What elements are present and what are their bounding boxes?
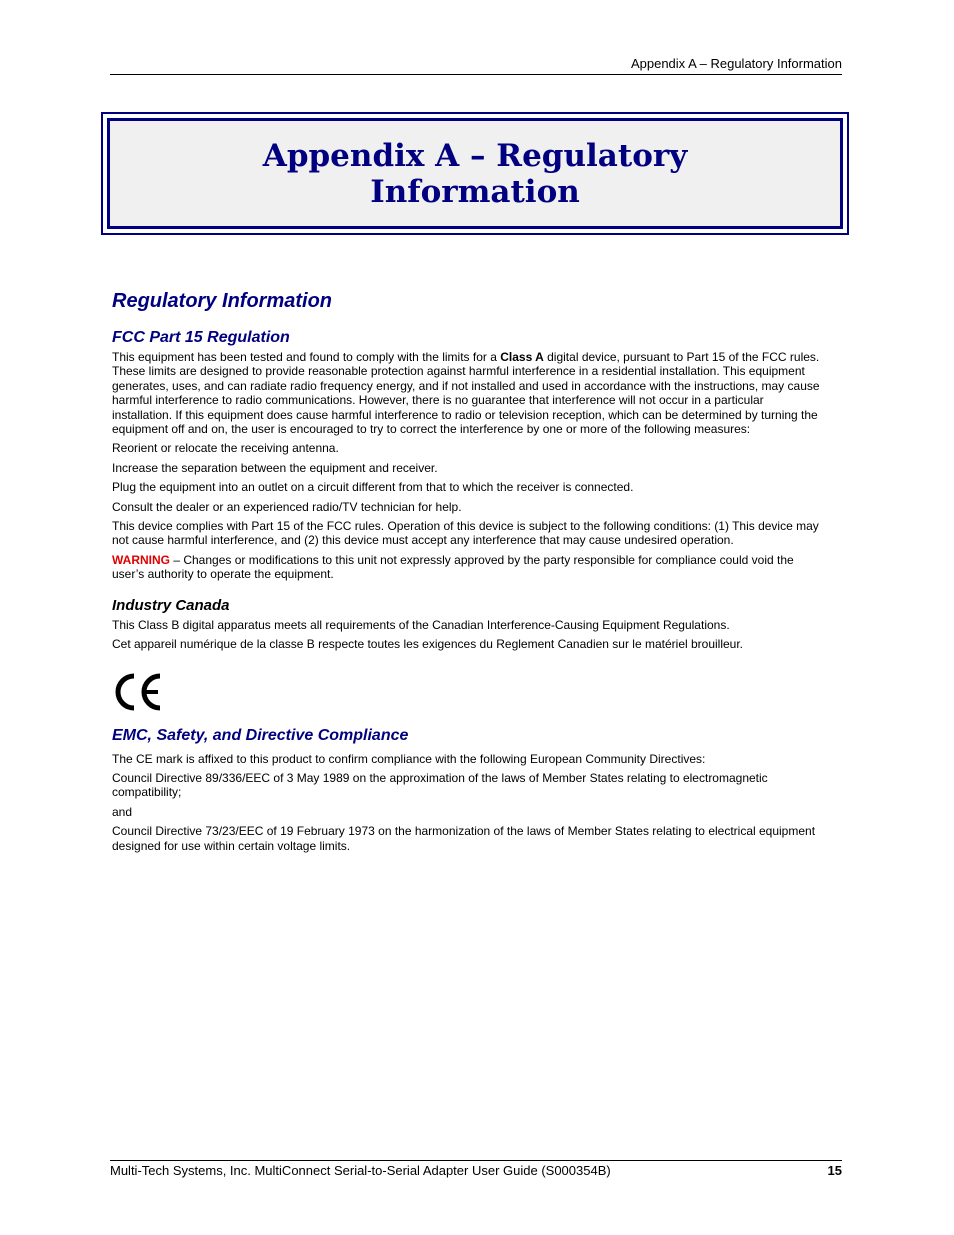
emc-heading: EMC, Safety, and Directive Compliance [112,726,409,744]
appendix-title-line1: Appendix A – Regulatory [262,137,688,174]
fcc-measure: Consult the dealer or an experienced radio/TV technician for help. [112,499,462,514]
canada-french: Cet appareil numérique de la classe B respecte toutes les exigences du Reglement Canadien sur le matériel brouilleur. [112,637,744,652]
fcc-intro-before: This equipment has been tested and found to comply with the limits for a [112,350,501,364]
emc-and: and [112,804,133,819]
page-number: 15 [827,1163,842,1178]
fcc-compliance: This device complies with Part 15 of the FCC rules. Operation of this device is subject to the following conditions: (1) This device may not cause harmful interference, and (2) this device must accept any interference that may cause undesired operation. [112,519,819,548]
warning-text: – Changes or modifications to this unit not expressly approved by the party responsible for compliance could void the user’s authority to operate the equipment. [112,552,794,582]
canada-heading: Industry Canada [112,596,230,614]
ce-mark-graphic [112,670,164,714]
fcc-measure: Increase the separation between the equipment and receiver. [112,460,438,475]
running-title: Appendix A – Regulatory Information [630,56,842,71]
fcc-class-label: Class A [500,350,544,364]
main-content [112,288,824,858]
fcc-measure: Plug the equipment into an outlet on a circuit different from that to which the receiver is connected. [112,480,634,495]
running-header [110,55,842,75]
fcc-intro [112,350,824,436]
fcc-intro-after: digital device, pursuant to Part 15 of the FCC rules. These limits are designed to provide reasonable protection against harmful interference in a residential installation. This equipment generates, uses, and can radiate radio frequency energy, and if not installed and used in accordance with the instructions, may cause harmful interference to radio communications. However, there is no guarantee that interference will not occur in a particular installation. If this equipment does cause harmful interference to radio or television reception, which can be determined by turning the equipment off and on, the user is encouraged to try to correct the interference by one or more of the following measures: [112,350,820,437]
footer-text: Multi-Tech Systems, Inc. MultiConnect Serial-to-Serial Adapter User Guide (S000354B) [110,1163,611,1178]
emc-directive-2: Council Directive 73/23/EEC of 19 February 1973 on the harmonization of the laws of Member States relating to electrical equipment designed for use within certain voltage limits. [112,824,816,853]
fcc-measure: Reorient or relocate the receiving antenna. [112,441,339,456]
appendix-title [263,138,687,210]
emc-intro: The CE mark is affixed to this product to confirm compliance with the following European Community Directives: [112,751,706,766]
fcc-warning [112,553,824,582]
appendix-title-box [101,112,849,235]
page-footer [110,1160,842,1180]
appendix-title-line2: Information [370,173,580,210]
warning-label: WARNING [112,552,170,567]
emc-directive-1: Council Directive 89/336/EEC of 3 May 1989 on the approximation of the laws of Member States relating to electromagnetic compatibility; [112,770,768,800]
section-heading: Regulatory Information [112,290,333,312]
fcc-heading: FCC Part 15 Regulation [112,329,290,346]
ce-mark-icon [112,670,824,714]
canada-english: This Class B digital apparatus meets all requirements of the Canadian Interference-Causing Equipment Regulations. [112,617,730,632]
appendix-title-inner [107,118,843,229]
